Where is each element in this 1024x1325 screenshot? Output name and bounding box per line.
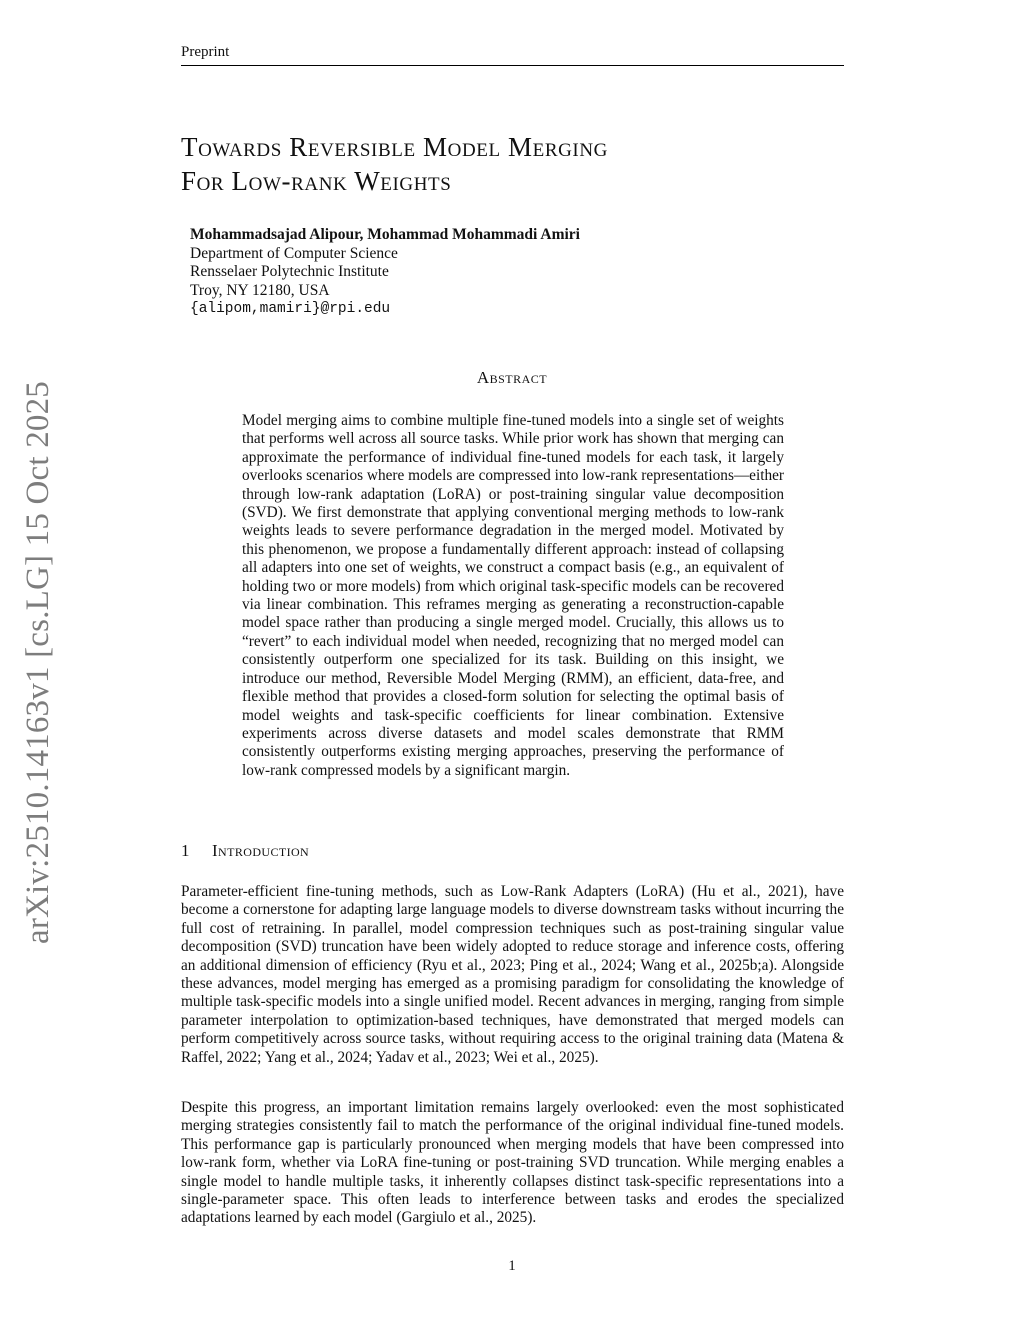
author-location: Troy, NY 12180, USA	[190, 281, 330, 299]
abstract-text: Model merging aims to combine multiple fine-tuned models into a single set of weights that performs well across all source tasks. While prior work has shown that merging can approximate the performance of individual fine-tuned models for each task, it largely overlooks scenarios where models are compressed into low-rank representations—either through low-rank adaptation (LoRA) or post-training singular value decomposition (SVD). We first demonstrate that applying conventional merging methods to low-rank weights leads to severe performance degradation in the merged model. Motivated by this phenomenon, we propose a fundamentally different approach: instead of collapsing all adapters into one set of weights, we construct a compact basis (e.g., an equivalent of holding two or more models) from which original task-specific models can be recovered via linear combination. This reframes merging as generating a reconstruction-capable model space rather than producing a single merged model. Crucially, this allows us to “revert” to each individual model when needed, recognizing that no merged model can consistently outperform one specialized for its task. Building on this insight, we introduce our method, Reversible Model Merging (RMM), an efficient, data-free, and flexible method that provides a closed-form solution for selecting the optimal basis of model weights and task-specific coefficients for linear combination. Extensive experiments across diverse datasets and model scales demonstrate that RMM consistently outperforms existing merging approaches, preserving the performance of low-rank compressed models by a significant margin.	[242, 412, 785, 779]
section-heading-introduction	[181, 841, 309, 861]
intro-paragraph-2: Despite this progress, an important limitation remains largely overlooked: even the most sophisticated merging strategies consistently fail to match the performance of the original individual fine-tuned models. This performance gap is particularly pronounced when merging models that have been compressed into low-rank form, whether via LoRA fine-tuning or post-training SVD truncation. While merging enables a single model to handle multiple tasks, it inherently collapses distinct task-specific representations into a single-parameter space. This often leads to interference between tasks and erodes the specialized adaptations learned by each model (Gargiulo et al., 2025).	[181, 1099, 844, 1227]
section-number: 1	[181, 841, 190, 860]
author-names: Mohammadsajad Alipour, Mohammad Mohammadi Amiri	[190, 226, 580, 243]
author-block	[190, 226, 580, 319]
author-institution: Rensselaer Polytechnic Institute	[190, 263, 389, 280]
page-number: 1	[508, 1258, 516, 1274]
section-title: Introduction	[212, 841, 310, 860]
running-head: Preprint	[181, 44, 230, 60]
title-line-1: Towards Reversible Model Merging	[181, 132, 609, 162]
paper-title	[181, 130, 608, 198]
arxiv-stamp	[17, 370, 59, 954]
intro-paragraph-1: Parameter-efficient fine-tuning methods, such as Low-Rank Adapters (LoRA) (Hu et al., 2021), have become a cornerstone for adapting large language models to diverse downstream tasks without incurring the full cost of retraining. In parallel, model compression techniques such as post-training singular value decomposition (SVD) truncation have been widely adopted to reduce storage and inference costs, offering an additional dimension of efficiency (Ryu et al., 2023; Ping et al., 2024; Wang et al., 2025b;a). Alongside these advances, model merging has emerged as a promising paradigm for consolidating the knowledge of multiple task-specific models into a single unified model. Recent advances in merging, ranging from simple parameter interpolation to optimization-based techniques, have demonstrated that merged models can perform competitively across source tasks, without requiring access to the original training data (Matena & Raffel, 2022; Yang et al., 2024; Yadav et al., 2023; Wei et al., 2025).	[181, 883, 844, 1066]
author-email[interactable]: {alipom,mamiri}@rpi.edu	[190, 301, 391, 317]
header-rule	[181, 65, 844, 66]
arxiv-stamp-text: arXiv:2510.14163v1 [cs.LG] 15 Oct 2025	[19, 380, 56, 944]
author-department: Department of Computer Science	[190, 244, 398, 262]
abstract-heading: Abstract	[476, 368, 548, 387]
title-line-2: For Low-rank Weights	[181, 166, 452, 196]
